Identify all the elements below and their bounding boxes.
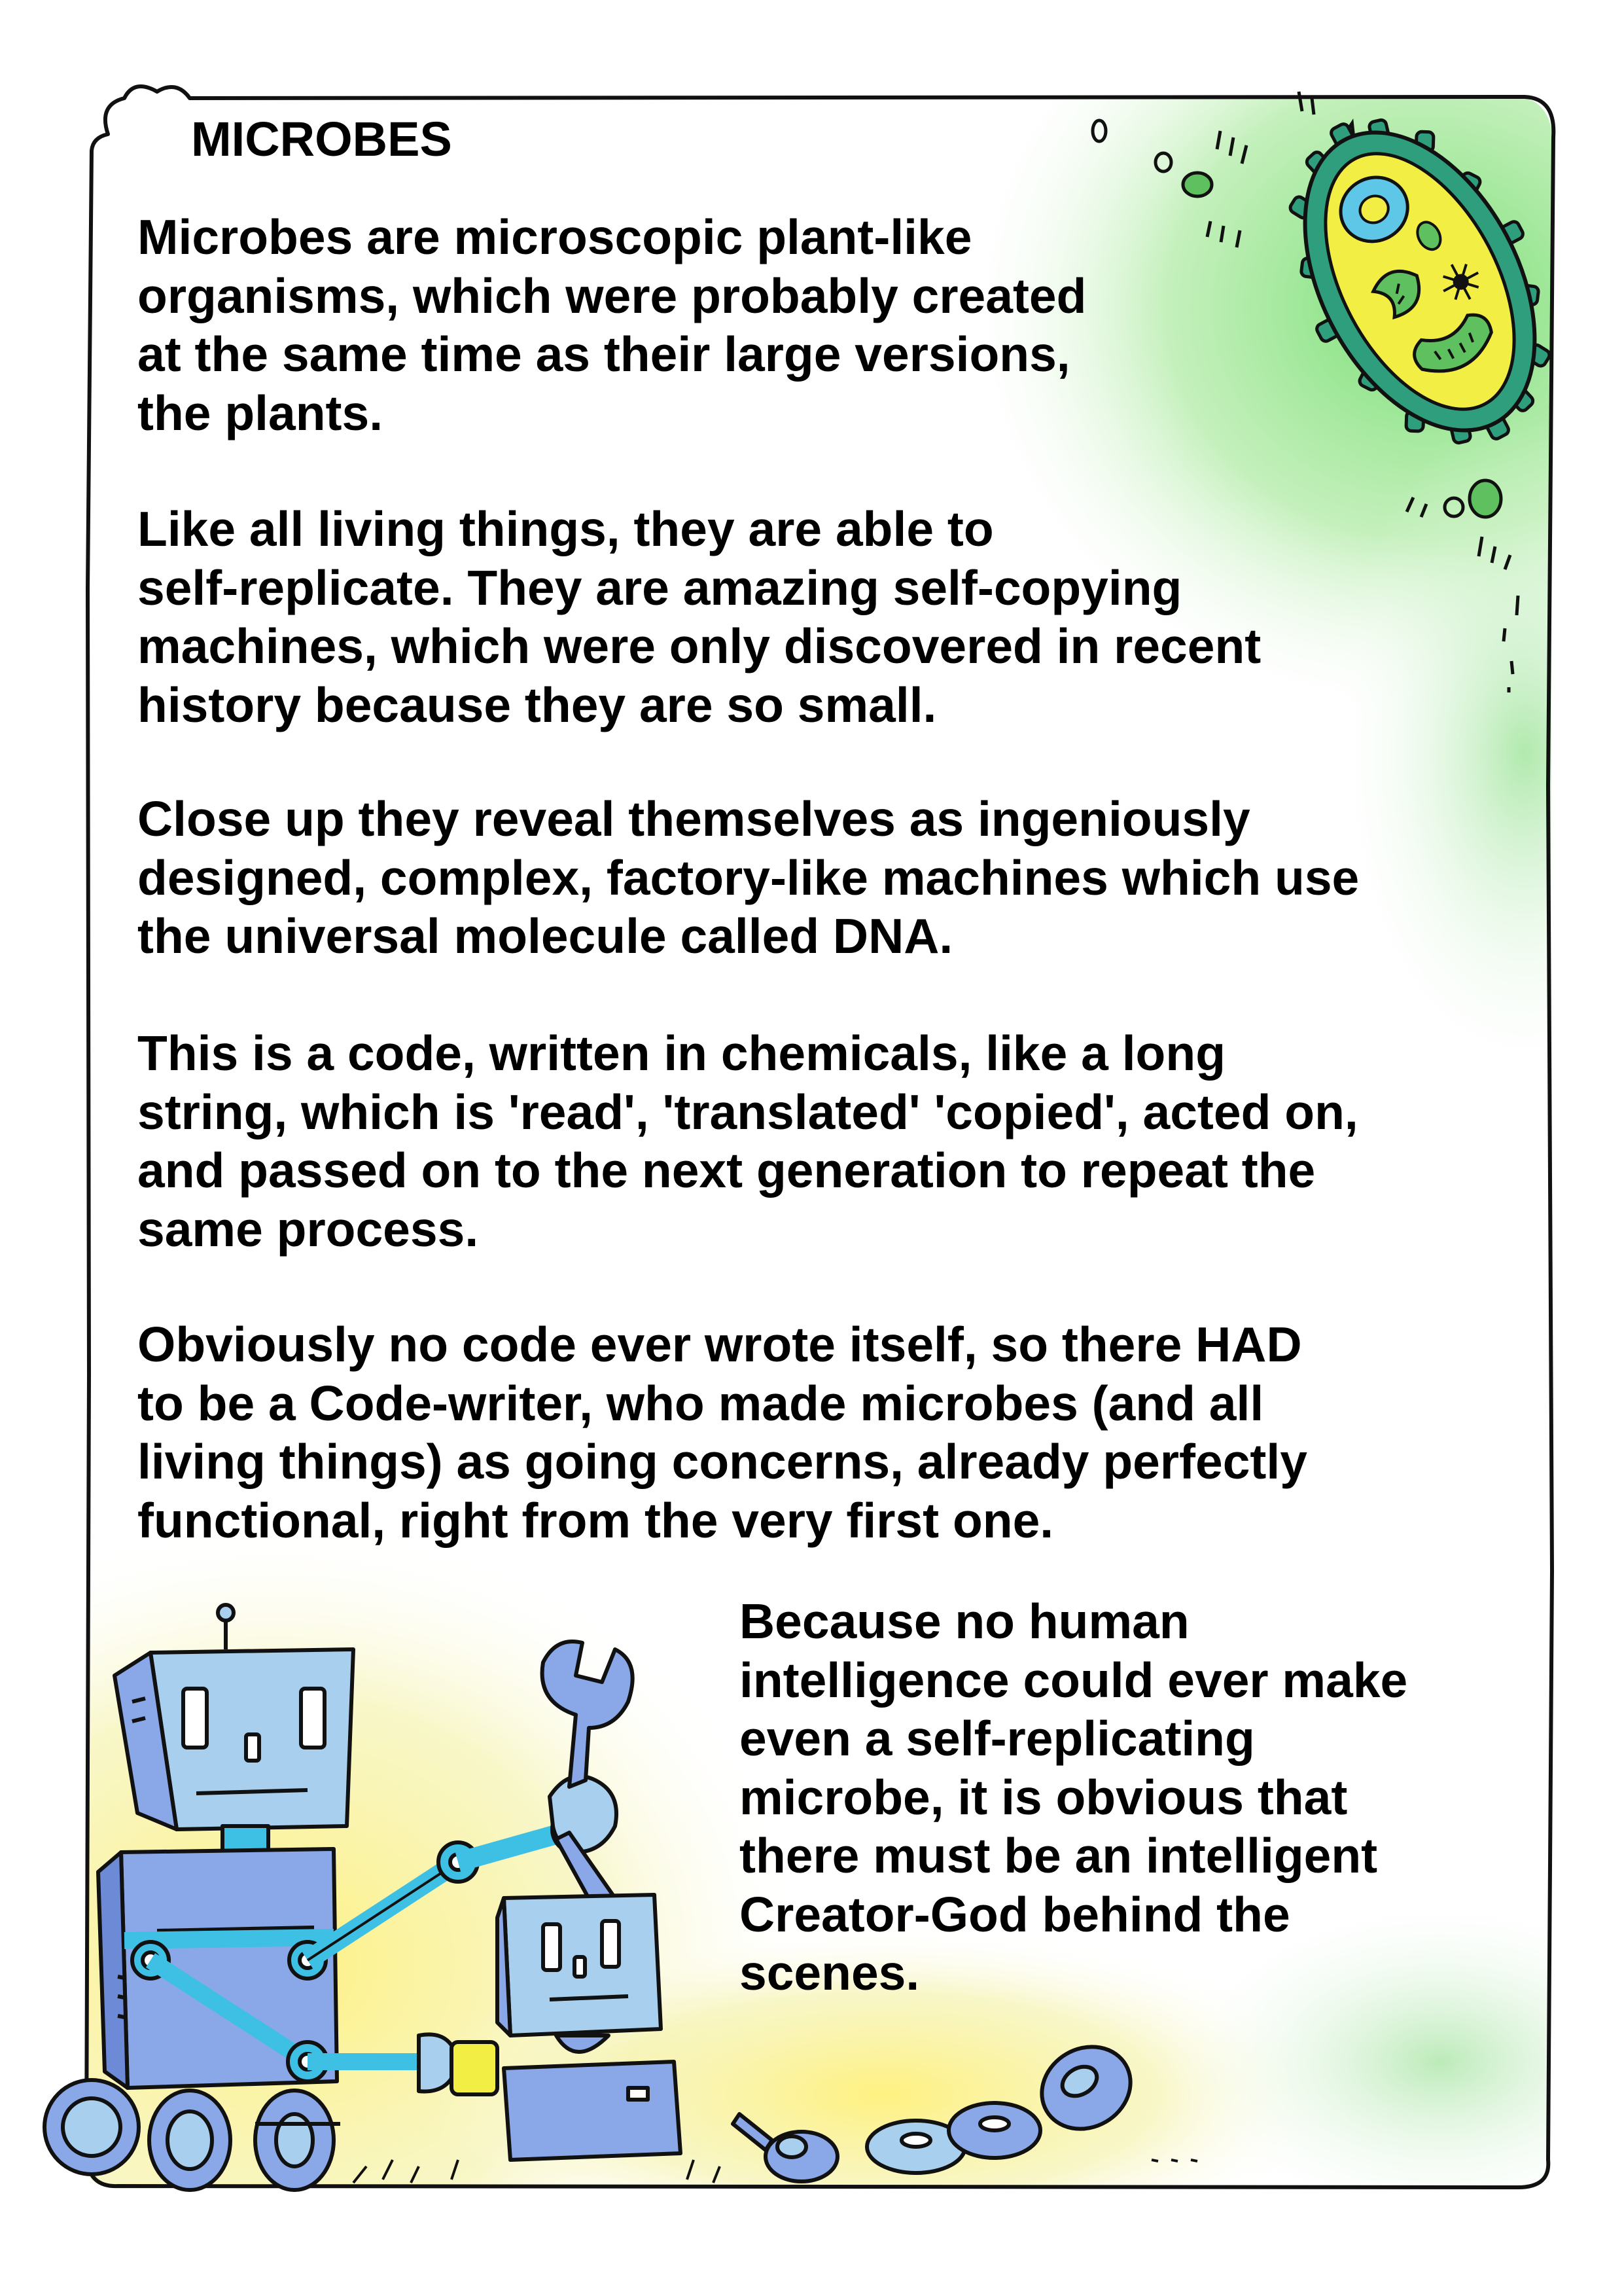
paragraph-2: Like all living things, they are able to self-replicate. They are amazing self-copying machines, which were only discovered in recent history because they are so small.: [137, 501, 1262, 732]
page-title: MICROBES: [191, 112, 452, 166]
side-paragraph: Because no human intelligence could ever make even a self-replicating microbe, it is obvious that there must be an intelligent Creator-God behind the scenes.: [739, 1594, 1408, 2000]
robot-wheels: [44, 2080, 340, 2190]
paragraph-5: Obviously no code ever wrote itself, so there HAD to be a Code-writer, who made microbes (and all living things) as going concerns, already perfectly functional, right from the very first one.: [137, 1317, 1307, 1548]
paragraph-1: Microbes are microscopic plant-like organisms, which were probably created at the same time as their large versions, the plants.: [137, 209, 1087, 440]
paragraph-3: Close up they reveal themselves as ingeniously designed, complex, factory-like machines which use the universal molecule called DNA.: [137, 791, 1360, 963]
paragraph-4: This is a code, written in chemicals, like a long string, which is 'read', 'translated' 'copied', acted on, and passed on to the next generation to repeat the same process.: [137, 1026, 1358, 1257]
